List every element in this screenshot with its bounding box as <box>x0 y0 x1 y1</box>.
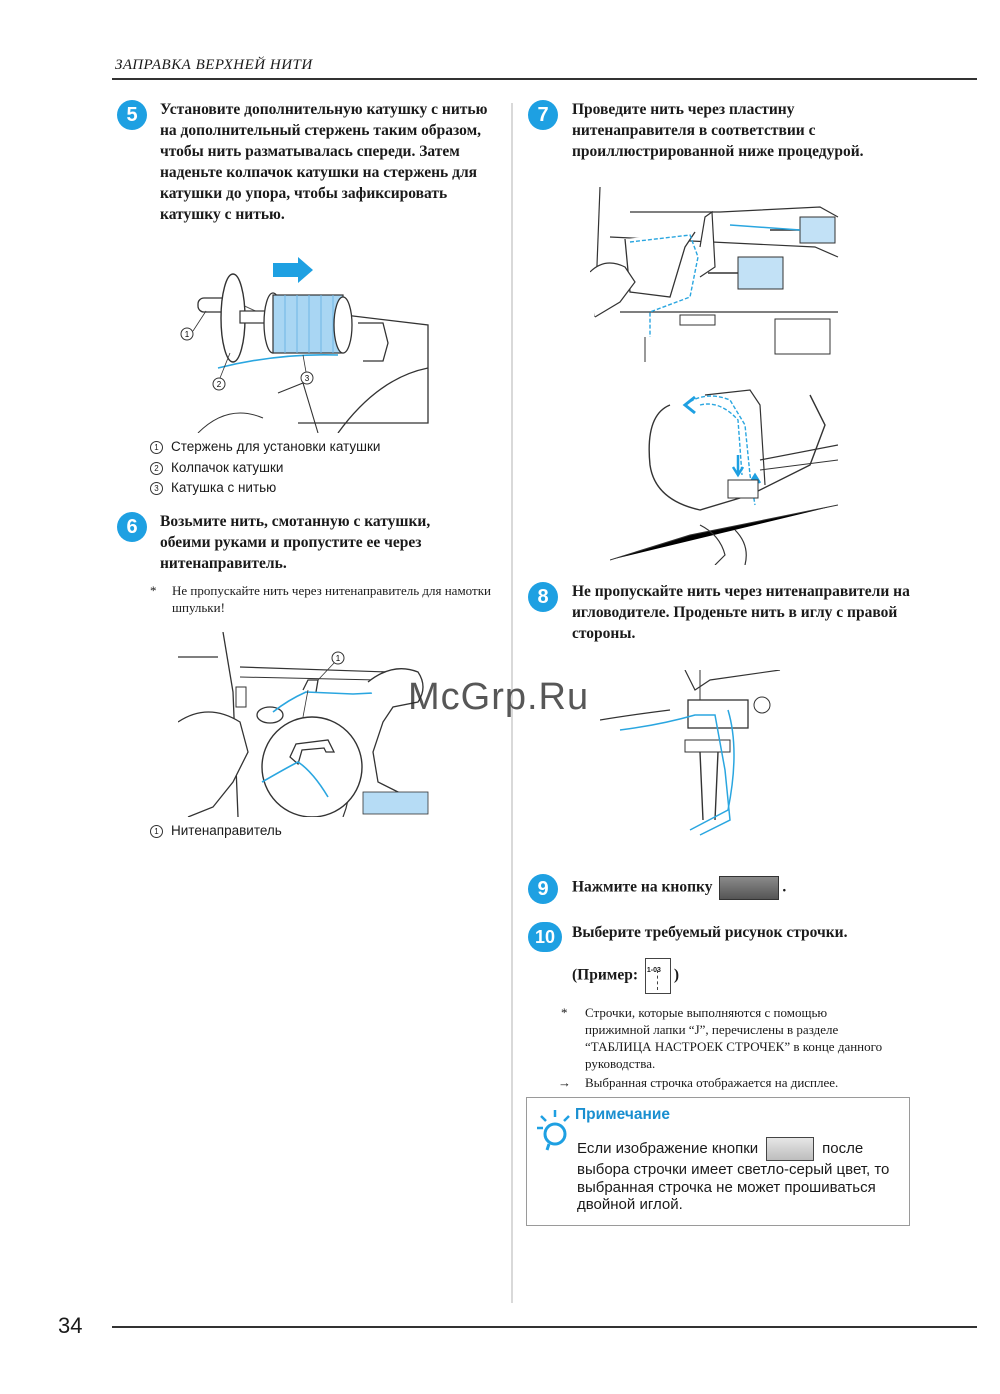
step-8-text: Не пропускайте нить через нитенаправители на игловодителе. Проденьте нить в иглу с правой стороны. <box>572 583 910 642</box>
step-7-text: Проведите нить через пластину нитенаправителя в соответствии с проиллюстрированной ниже процедурой. <box>572 101 864 160</box>
note-mark: * <box>561 1005 568 1020</box>
example-suffix: ) <box>673 966 680 984</box>
step-6-legend <box>150 821 282 842</box>
step-9-badge: 9 <box>528 874 558 904</box>
direction-arrow-icon <box>273 257 313 283</box>
threading-plate-figure <box>590 187 840 362</box>
step-10-badge: 10 <box>528 922 562 952</box>
fig6-label-1: 1 <box>335 654 341 663</box>
threading-detail-figure <box>610 385 838 565</box>
spool-figure <box>178 243 433 433</box>
step-7-badge: 7 <box>528 100 558 130</box>
memo-text: Если изображение кнопки после выбора строчки имеет светло-серый цвет, то выбранная строчка не может прошиваться двойной иглой. <box>577 1137 907 1214</box>
header-rule <box>112 78 977 80</box>
legend-item: 2 Колпачок катушки <box>150 458 380 479</box>
footer-rule <box>112 1326 977 1328</box>
fig5-label-1: 1 <box>184 330 190 339</box>
step-5-legend <box>150 437 380 499</box>
note-mark: * <box>150 583 157 598</box>
thread-guide-figure <box>178 632 433 817</box>
step-6-note: Не пропускайте нить через нитенаправитель для намотки шпульки! <box>172 583 491 615</box>
step-10-note: Строчки, которые выполняются с помощью прижимной лапки “J”, перечислены в разделе “ТАБЛИЦА НАСТРОЕК СТРОЧЕК” в конце данного руководства. <box>585 1005 883 1071</box>
step-6-text: Возьмите нить, смотанную с катушки, обеими руками и пропустите ее через нитенаправитель. <box>160 513 431 572</box>
step-6-badge: 6 <box>117 512 147 542</box>
stitch-pattern-icon <box>645 958 671 994</box>
legend-item: 3 Катушка с нитью <box>150 478 380 499</box>
step-5-badge: 5 <box>117 100 147 130</box>
step-10-text: Выберите требуемый рисунок строчки. <box>572 924 848 941</box>
arrow-mark: → <box>558 1075 571 1090</box>
step-8-badge: 8 <box>528 582 558 612</box>
step-9-tail: . <box>782 878 787 896</box>
step-9-line <box>572 876 786 900</box>
step-10-result: Выбранная строчка отображается на дисплее. <box>585 1075 839 1090</box>
pattern-code: 1-03 <box>646 967 661 974</box>
watermark: McGrp.Ru <box>408 676 590 718</box>
needle-threading-figure <box>600 670 785 840</box>
legend-item: 1 Нитенаправитель <box>150 821 282 842</box>
needle-mode-button-icon <box>719 876 779 900</box>
legend-item: 1 Стержень для установки катушки <box>150 437 380 458</box>
fig5-label-3: 3 <box>304 374 310 383</box>
memo-box <box>526 1097 910 1226</box>
twin-needle-button-icon <box>766 1137 814 1161</box>
lightbulb-icon <box>537 1108 573 1152</box>
step-10-example <box>572 958 679 994</box>
page-number: 34 <box>58 1313 83 1338</box>
example-prefix: (Пример: <box>572 966 638 984</box>
step-5-text: Установите дополнительную катушку с нитью на дополнительный стержень таким образом, чтобы нить разматывалась спереди. Затем наденьте колпачок катушки на стержень для катушки до упора, чтобы зафиксировать катушку с нитью. <box>160 101 488 223</box>
section-title: ЗАПРАВКА ВЕРХНЕЙ НИТИ <box>115 57 313 73</box>
memo-title: Примечание <box>575 1106 670 1123</box>
step-9-text: Нажмите на кнопку <box>572 878 713 896</box>
fig5-label-2: 2 <box>216 380 222 389</box>
